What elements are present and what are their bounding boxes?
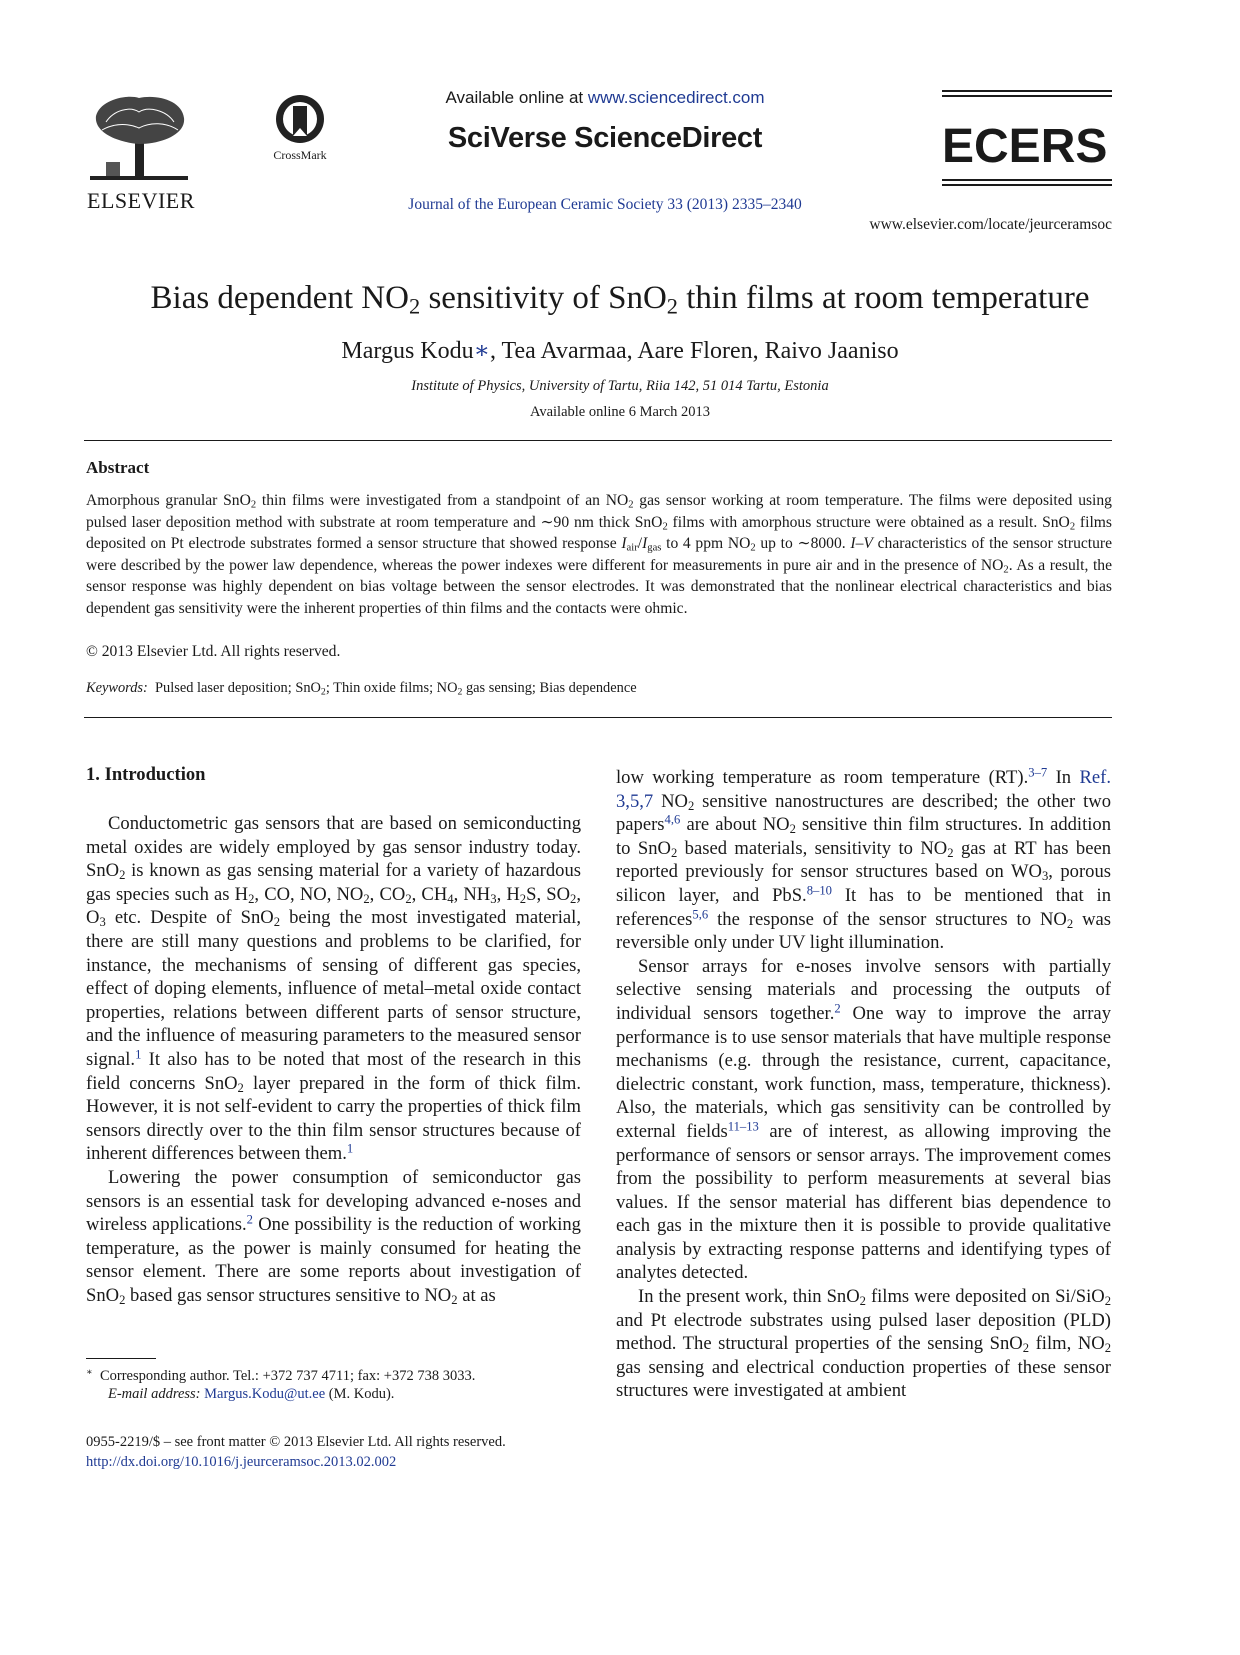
intro-paragraph-2: Lowering the power consumption of semiconductor gas sensors is an essential task for developing advanced e-noses and wireless applications.$^2$ One possibility is the reduction of working temperature, as the power is mainly consumed for heating the sensor element. There are some reports about investigation of SnO$_2$ based gas sensor structures sensitive to $NO_2$ at as	[86, 1166, 581, 1308]
footnote-rule	[86, 1358, 156, 1359]
abstract-copyright: © 2013 Elsevier Ltd. All rights reserved.	[86, 643, 341, 660]
abstract-heading: Abstract	[86, 458, 150, 477]
body-column-left	[86, 812, 581, 1307]
intro-paragraph-3: Sensor arrays for e-noses involve sensors with partially selective sensing materials and processing the outputs of individual sensors together.$^2$ One way to improve the array performance is to use sensor materials that have multiple response mechanisms (e.g. through the resistance, current, capacitance, dielectric constant, work function, mass, temperature, thickness). Also, the materials, which gas sensitivity can be controlled by external fields$^{11-13}$ are of interest, as allowing improving the performance of sensors or sensor arrays. The improvement comes from the possibility to perform measurements at several bias values. If the sensor material has different bias dependence to each gas in the mixture then it is possible to provide qualitative analysis by extracting response patterns and identifying types of analytes detected.	[616, 955, 1111, 1284]
crossmark-label: CrossMark	[273, 148, 327, 162]
svg-text:ECERS: ECERS	[942, 120, 1108, 170]
issn-line: 0955-2219/$ – see front matter © 2013 Elsevier Ltd. All rights reserved.	[86, 1434, 506, 1450]
abstract-text: Amorphous granular SnO$_2$ thin films were investigated from a standpoint of an $NO_2$ gas sensor working at room temperature. The films were deposited using pulsed laser deposition method with substrate at room temperature and ∼90 nm thick SnO$_2$ films with amorphous structure were obtained as a result. SnO$_2$ films deposited on Pt electrode substrates formed a sensor structure that showed response $I_{air}/I_{gas}$ to 4 ppm $NO_2$ up to ∼8000. I–V characteristics of the sensor structure were described by the power law dependence, whereas the power indexes were different for measurements in pure air and in the presence of $NO_2$. As a result, the sensor response was highly dependent on bias voltage between the sensor electrodes. It was demonstrated that the nonlinear electrical characteristics and bias dependent gas sensitivity were the inherent properties of thin films and the contacts were ohmic.	[86, 492, 1113, 617]
section-heading-introduction: 1. Introduction	[86, 764, 206, 785]
journal-citation-link[interactable]: Journal of the European Ceramic Society 33 (2013) 2335–2340	[408, 196, 802, 213]
elsevier-tree-logo	[86, 92, 192, 184]
keywords: Keywords: Pulsed laser deposition; SnO$_2$; Thin oxide films; $NO_2$ gas sensing; Bias dependence	[86, 680, 637, 698]
doi-link[interactable]: http://dx.doi.org/10.1016/j.jeurceramsoc.2013.02.002	[86, 1454, 397, 1470]
journal-homepage: www.elsevier.com/locate/jeurceramsoc	[869, 216, 1112, 233]
sciverse-brand: SciVerse ScienceDirect	[447, 122, 763, 154]
author-email-link[interactable]: Margus.Kodu@ut.ee	[204, 1386, 326, 1402]
rule-below-abstract	[84, 717, 1112, 718]
available-online-line: Available online at www.sciencedirect.com	[445, 88, 765, 107]
article-title: Bias dependent $NO_2$ sensitivity of SnO$_2$ thin films at room temperature	[150, 280, 1090, 319]
corresponding-author-mark[interactable]: ∗	[473, 338, 490, 364]
body-column-right	[616, 766, 1111, 1403]
intro-paragraph-1: Conductometric gas sensors that are based on semiconducting metal oxides are widely employed by gas sensor industry today. SnO$_2$ is known as gas sensing material for a variety of hazardous gas species such as $H_2$, CO, NO, $NO_2$, $CO_2$, $CH_4$, $NH_3$, $H_2S$, $SO_2$, $O_3$ etc. Despite of SnO$_2$ being the most investigated material, there are still many questions and problems to be clarified, for instance, the mechanisms of sensing of different gas species, effect of doping elements, influence of metal–metal oxide contact properties, relations between different parts of sensor structure, and the influence of measuring parameters to the measured sensor signal.$^1$ It also has to be noted that most of the research in this field concerns SnO$_2$ layer prepared in the form of thick film. However, it is not self-evident to carry the properties of thick film sensors directly over to the thin film sensor structures because of inherent differences between them.$^1$	[86, 813, 581, 1165]
author-list: Margus Kodu∗, Tea Avarmaa, Aare Floren, Raivo Jaaniso	[341, 338, 899, 364]
issn-block	[86, 1432, 506, 1472]
sciencedirect-link[interactable]: www.sciencedirect.com	[587, 88, 765, 107]
intro-paragraph-2-continued: low working temperature as room temperature (RT).$^{3-7}$ In Ref. 3,5,7 $NO_2$ sensitive nanostructures are described; the other two papers$^{4,6}$ are about $NO_2$ sensitive thin film structures. In addition to SnO$_2$ based materials, sensitivity to $NO_2$ gas at RT has been reported previously for sensor structures based on $WO_3$, porous silicon layer, and PbS.$^{8-10}$ It has to be mentioned that in references$^{5,6}$ the response of the sensor structures to $NO_2$ was reversible only under UV light illumination.	[616, 765, 1112, 954]
footnote-email: E-mail address: Margus.Kodu@ut.ee (M. Kodu).	[108, 1386, 395, 1402]
ecers-logo	[942, 120, 1112, 170]
intro-paragraph-4: In the present work, thin SnO$_2$ films were deposited on Si/SiO$_2$ and Pt electrode substrates using pulsed laser deposition (PLD) method. The structural properties of the sensing SnO$_2$ film, $NO_2$ gas sensing and electrical conduction properties of these sensor structures were investigated at ambient	[616, 1286, 1111, 1402]
footnote-corresponding: ∗ Corresponding author. Tel.: +372 737 4711; fax: +372 738 3033.	[86, 1367, 476, 1384]
ecers-bottom-rules	[942, 176, 1112, 186]
crossmark-icon[interactable]	[268, 92, 332, 146]
ecers-top-rules	[942, 90, 1112, 100]
available-online-date: Available online 6 March 2013	[529, 404, 711, 420]
elsevier-wordmark: ELSEVIER	[87, 188, 195, 213]
rule-above-abstract	[84, 440, 1112, 441]
affiliation: Institute of Physics, University of Tartu, Riia 142, 51 014 Tartu, Estonia	[411, 378, 829, 394]
